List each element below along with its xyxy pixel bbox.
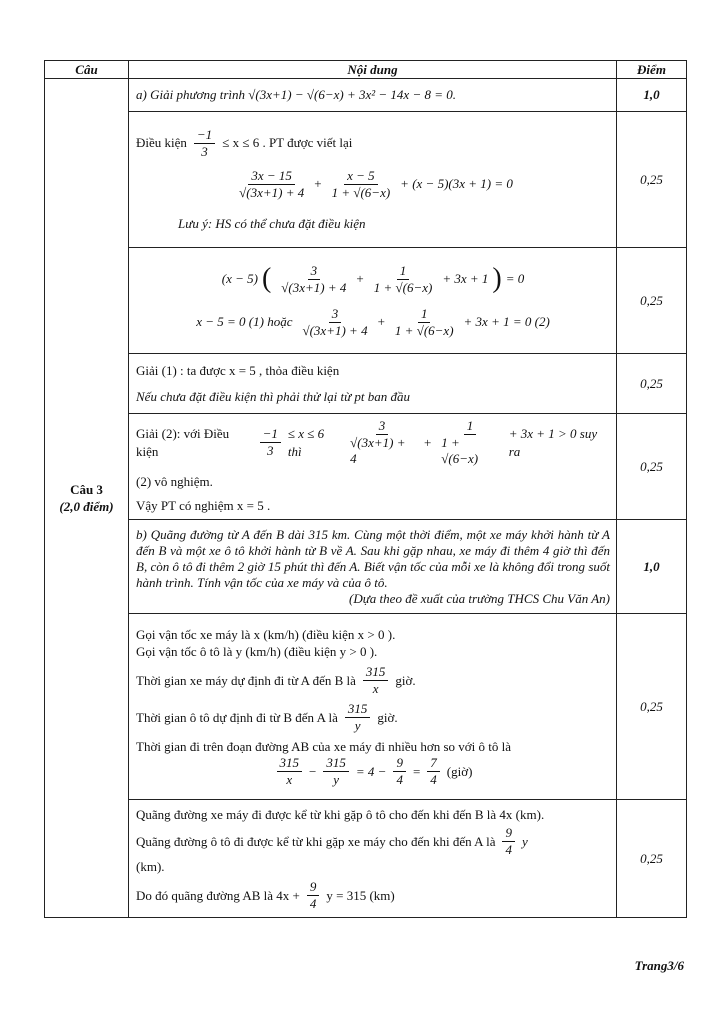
table-row xyxy=(45,112,687,248)
fraction-num: −1 xyxy=(194,127,215,144)
score-cell: 0,25 xyxy=(617,614,687,800)
score-cell: 1,0 xyxy=(617,79,687,112)
case-one-text: x − 5 = 0 (1) hoặc xyxy=(196,314,293,329)
table-row xyxy=(45,79,687,112)
question-points: (2,0 điểm) xyxy=(59,499,114,514)
header-content: Nội dung xyxy=(129,61,617,79)
table-row xyxy=(45,800,687,918)
header-score: Điểm xyxy=(617,61,687,79)
equation-end: = 0 xyxy=(505,271,525,286)
equation-fraction-2 xyxy=(329,168,394,201)
solve-one-text: Giải (1) : ta được x = 5 , thỏa điều kiện xyxy=(136,362,340,378)
fraction-den: 1 + √(6−x) xyxy=(441,435,479,466)
score-cell: 0,25 xyxy=(617,800,687,918)
velocity-x-text: Gọi vận tốc xe máy là x (km/h) (điều kiện x > 0 ). xyxy=(136,626,396,642)
header-question: Câu xyxy=(45,61,129,79)
time-car-prefix: Thời gian ô tô dự định đi từ B đến A là xyxy=(136,709,338,725)
fraction-num: 9 xyxy=(393,755,406,772)
fraction-den: √(3x+1) + 4 xyxy=(281,279,347,295)
time-unit: giờ. xyxy=(377,709,398,725)
fraction-den: 1 + √(6−x) xyxy=(373,279,433,295)
fraction-num: 1 xyxy=(397,263,410,280)
fraction-den: 3 xyxy=(201,143,208,159)
solve-one-note: Nếu chưa đặt điều kiện thì phải thử lại từ pt ban đầu xyxy=(136,388,411,404)
fraction-num: 315 xyxy=(323,755,349,772)
fraction-num: 9 xyxy=(307,879,320,896)
ab-distance-fraction xyxy=(307,879,320,912)
diff-fraction-1 xyxy=(277,755,303,788)
conclusion-text: Vậy PT có nghiệm x = 5 . xyxy=(136,498,271,513)
part-a-title xyxy=(129,79,617,112)
table-row xyxy=(45,520,687,614)
distance-var: y xyxy=(521,833,528,849)
fraction-num: −1 xyxy=(260,426,281,443)
fraction-den: 4 xyxy=(505,841,512,857)
case-fraction-1 xyxy=(299,306,370,339)
note-text: Lưu ý: HS có thể chưa đặt điều kiện xyxy=(178,215,366,231)
fraction-den: 3 xyxy=(266,443,274,458)
condition-rest: ≤ x ≤ 6 thì xyxy=(287,425,325,459)
distance-unit-text: (km). xyxy=(136,858,165,874)
distance-moto-text: Quãng đường xe máy đi được kể từ khi gặp ô tô cho đến khi đến B là 4x (km). xyxy=(136,806,545,822)
fraction-num: 1 xyxy=(464,418,477,435)
fraction-num: 9 xyxy=(502,825,515,842)
part-b-problem: b) Quãng đường từ A đến B dài 315 km. Cùng một thời điểm, một xe máy khởi hành từ A đến B và một xe ô tô khởi hành từ B về A. Sau khi gặp nhau, xe máy đi thêm 4 giờ thì đến B, còn ô tô đi thêm 2 giờ 15 phút thì đến A. Biết vận tốc của mỗi xe là không đổi trong suốt hành trình. Tính vận tốc của xe máy và của ô tô. xyxy=(136,526,610,590)
velocity-y-text: Gọi vận tốc ô tô là y (km/h) (điều kiện y > 0 ). xyxy=(136,643,378,659)
solve-fraction-2 xyxy=(438,418,501,467)
factor-text: (x − 5) xyxy=(221,271,258,286)
diff-equals: = xyxy=(412,763,421,779)
equation-fraction-1 xyxy=(236,168,307,201)
time-moto-fraction xyxy=(363,664,389,697)
fraction-den: 4 xyxy=(309,895,317,911)
time-moto-prefix: Thời gian xe máy dự định đi từ A đến B là xyxy=(136,672,356,688)
fraction-num: 7 xyxy=(427,755,440,772)
case-two-tail: + 3x + 1 = 0 (2) xyxy=(463,314,550,329)
part-b-source: (Dựa theo đề xuất của trường THCS Chu Văn An) xyxy=(349,590,610,606)
fraction-den: y xyxy=(333,771,340,787)
equation-tail: + (x − 5)(3x + 1) = 0 xyxy=(400,176,513,191)
diff-mid: = 4 − xyxy=(355,763,387,779)
fraction-num: 315 xyxy=(345,701,371,718)
score-cell: 0,25 xyxy=(617,414,687,520)
fraction-num: 1 xyxy=(418,306,431,323)
time-difference-text: Thời gian đi trên đoạn đường AB của xe máy đi nhiều hơn so với ô tô là xyxy=(136,738,512,754)
score-cell: 0,25 xyxy=(617,354,687,414)
case-fraction-2 xyxy=(392,306,457,339)
content-cell xyxy=(129,520,617,614)
content-cell xyxy=(129,354,617,414)
condition-prefix: Điều kiện xyxy=(136,135,187,150)
fraction-num: 3 xyxy=(376,418,389,435)
diff-fraction-2 xyxy=(323,755,349,788)
ab-distance-prefix: Do đó quãng đường AB là 4x + xyxy=(136,887,300,903)
fraction-den: y xyxy=(354,717,361,733)
fraction-den: √(3x+1) + 4 xyxy=(302,322,368,338)
diff-unit: (giờ) xyxy=(446,763,473,779)
question-label: Câu 3 xyxy=(70,482,103,497)
fraction-num: 315 xyxy=(277,755,303,772)
diff-fraction-3 xyxy=(393,755,406,788)
distance-car-fraction xyxy=(502,825,515,858)
fraction-den: x xyxy=(286,771,293,787)
table-row xyxy=(45,414,687,520)
content-cell: Gọi vận tốc xe máy là x (km/h) (điều kiện x > 0 ). Gọi vận tốc ô tô là y (km/h) (điều kiện y > 0 ). Thời gian xe máy dự định đi từ A đến B là $\frac{315}{x}$ giờ. Thời gian ô tô dự định đi từ B đến A là $\frac{315}{y}$ giờ. Thời gian đi trên đoạn đường AB của xe máy đi nhiều hơn so với ô tô là $\frac{315}{x}$ − $\frac{315}{y}$ = 4 − $\frac{9}{4}$ = $\frac{7}{4}$ (giờ) xyxy=(129,614,617,800)
score-cell: 1,0 xyxy=(617,520,687,614)
fraction-den: 1 + √(6−x) xyxy=(331,184,391,200)
fraction-num: 3x − 15 xyxy=(248,168,295,185)
fraction-den: 4 xyxy=(396,771,403,787)
fraction-num: 3 xyxy=(308,263,321,280)
fraction-den: 1 + √(6−x) xyxy=(394,322,454,338)
condition-fraction xyxy=(260,426,281,459)
content-cell xyxy=(129,800,617,918)
page-number: Trang3/6 xyxy=(634,958,684,973)
grading-table xyxy=(44,60,687,918)
fraction-den: 4 xyxy=(430,771,437,787)
fraction-den: x xyxy=(372,680,379,696)
condition-rest: ≤ x ≤ 6 . PT được viết lại xyxy=(222,135,353,150)
score-cell: 0,25 xyxy=(617,112,687,248)
factor-fraction-1 xyxy=(278,263,349,296)
time-car-fraction xyxy=(345,701,371,734)
content-cell: (x − 5) ( $\frac{3}{√(3x+1) + 4}$ + $\frac{1}{1 + √(6-x)}$ + 3x + 1 ) = 0 x − 5 = 0 (1) hoặc $\frac{3}{√(3x+1) + 4}$ + $\frac{1}{1 + √(6-x)}$ + 3x + 1 = 0 (2) xyxy=(129,248,617,354)
fraction-num: x − 5 xyxy=(344,168,378,185)
part-a-equation: √(3x+1) − √(6−x) + 3x² − 14x − 8 = 0. xyxy=(248,87,456,102)
content-cell: Giải (2): với Điều kiện $\frac{-1}{3}$ ≤ x ≤ 6 thì $\frac{3}{√(3x+1) + 4}$ + $\frac{1}{1 + √(6-x)}$ + 3x + 1 > 0 suy ra (2) vô nghiệm. Vậy PT có nghiệm x = 5 . xyxy=(129,414,617,520)
fraction-num: 3 xyxy=(329,306,342,323)
condition-fraction xyxy=(194,127,215,160)
no-solution-text: (2) vô nghiệm. xyxy=(136,474,213,489)
solve-fraction-1 xyxy=(347,418,417,467)
distance-car-prefix: Quãng đường ô tô đi được kể từ khi gặp xe máy cho đến khi đến A là xyxy=(136,833,496,849)
score-cell: 0,25 xyxy=(617,248,687,354)
factor-fraction-2 xyxy=(371,263,436,296)
ab-distance-suffix: y = 315 (km) xyxy=(326,887,395,903)
fraction-den: √(3x+1) + 4 xyxy=(239,184,305,200)
table-row xyxy=(45,354,687,414)
table-row xyxy=(45,248,687,354)
fraction-num: 315 xyxy=(363,664,389,681)
fraction-den: √(3x+1) + 4 xyxy=(350,435,406,466)
content-cell: Điều kiện $\frac{-1}{3}$ ≤ x ≤ 6 . PT được viết lại $\frac{3x - 15}{√(3x+1) + 4}$ + $\frac{x - 5}{1 + √(6-x)}$ + (x − 5)(3x + 1) = 0 Lưu ý: HS có thể chưa đặt điều kiện xyxy=(129,112,617,248)
time-unit: giờ. xyxy=(395,672,416,688)
diff-fraction-4 xyxy=(427,755,440,788)
table-row xyxy=(45,614,687,800)
part-a-prefix: a) Giải phương trình xyxy=(136,87,246,102)
factor-tail: + 3x + 1 xyxy=(442,271,489,286)
table-header-row xyxy=(45,61,687,79)
solve-two-prefix: Giải (2): với Điều kiện xyxy=(136,425,230,459)
solve-two-tail: + 3x + 1 > 0 suy ra xyxy=(508,425,598,459)
question-cell xyxy=(45,79,129,918)
